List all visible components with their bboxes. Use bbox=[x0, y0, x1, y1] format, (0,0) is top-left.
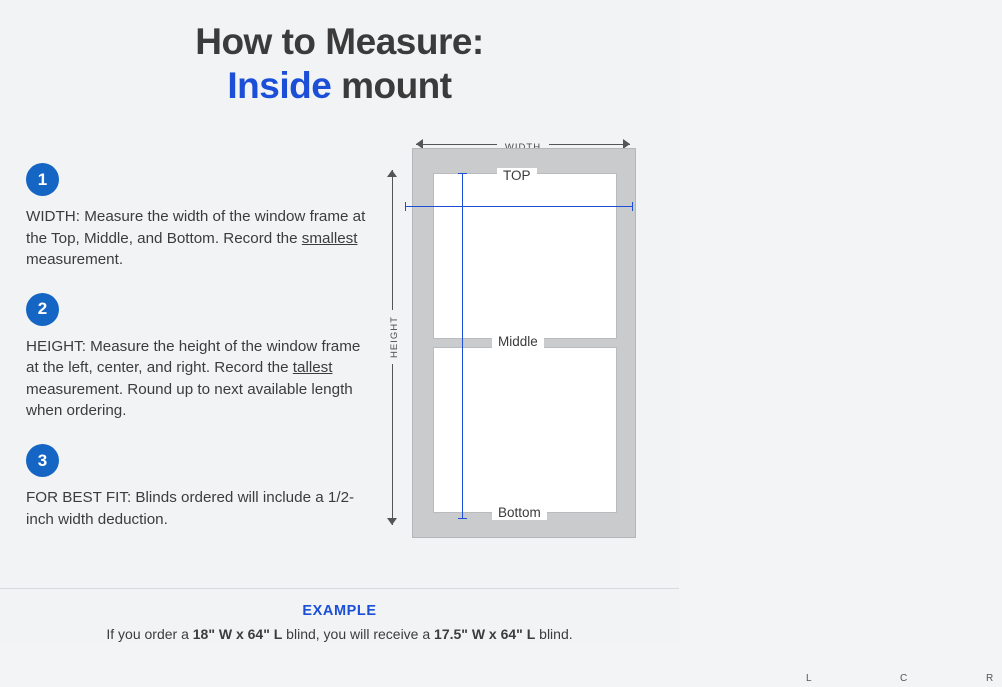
example-title: EXAMPLE bbox=[302, 603, 377, 619]
step-2-text-after: measurement. Round up to next available length when ordering. bbox=[26, 380, 353, 420]
position-letter-center: C bbox=[900, 673, 908, 684]
example-prefix: If you order a bbox=[106, 626, 193, 642]
height-dimension-arrow bbox=[386, 170, 400, 525]
bottom-position-letters bbox=[792, 673, 1002, 687]
step-1-label: WIDTH: bbox=[26, 208, 80, 225]
example-section bbox=[0, 603, 679, 642]
title-line-2 bbox=[0, 63, 679, 109]
width-measurement-line bbox=[405, 206, 633, 207]
example-text bbox=[0, 626, 679, 642]
step-1 bbox=[26, 163, 371, 271]
label-bottom: Bottom bbox=[492, 505, 547, 520]
step-1-emphasis: smallest bbox=[301, 229, 358, 247]
steps-list bbox=[26, 163, 371, 548]
example-suffix: blind. bbox=[535, 626, 573, 642]
height-dimension-label: HEIGHT bbox=[389, 310, 400, 364]
step-3-label: FOR BEST FIT: bbox=[26, 489, 132, 507]
step-1-text-after: measurement. bbox=[26, 251, 124, 269]
example-receive-size: 17.5" W x 64" L bbox=[434, 626, 536, 642]
step-3-text bbox=[26, 487, 371, 530]
title-rest-word: mount bbox=[331, 64, 452, 106]
step-1-text-before: Measure the width of the window frame at the Top, Middle, and Bottom. Record the bbox=[26, 208, 366, 247]
position-letter-left: L bbox=[806, 673, 812, 684]
label-middle: Middle bbox=[492, 334, 544, 349]
page-title bbox=[0, 22, 679, 109]
height-measurement-line bbox=[462, 173, 463, 519]
step-2 bbox=[26, 293, 371, 422]
step-3-text-before: Blinds ordered will include a 1/2-inch width deduction. bbox=[26, 489, 355, 528]
height-dimension-label-wrap bbox=[384, 310, 402, 364]
window-sash-upper bbox=[433, 173, 617, 339]
height-measurement-cap-top bbox=[458, 173, 467, 174]
height-measurement-cap-bottom bbox=[458, 518, 467, 519]
step-2-text-before: Measure the height of the window frame at the left, center, and right. Record the bbox=[26, 337, 361, 377]
height-arrow-head-bottom-icon bbox=[387, 518, 397, 525]
step-3 bbox=[26, 444, 371, 530]
position-letter-right: R bbox=[986, 673, 994, 684]
footer-divider bbox=[0, 588, 679, 589]
width-measurement-cap-right bbox=[632, 202, 633, 211]
step-2-emphasis: tallest bbox=[292, 359, 333, 377]
step-2-text bbox=[26, 336, 371, 422]
height-arrow-head-top-icon bbox=[387, 170, 397, 177]
title-accent-word: Inside bbox=[227, 64, 332, 106]
width-measurement-cap-left bbox=[405, 202, 406, 211]
step-1-text bbox=[26, 206, 371, 271]
step-3-badge: 3 bbox=[26, 444, 59, 477]
step-2-label: HEIGHT: bbox=[26, 337, 86, 355]
title-line-1: How to Measure: bbox=[195, 21, 484, 62]
window-sash-lower bbox=[433, 347, 617, 513]
step-2-badge: 2 bbox=[26, 293, 59, 326]
example-order-size: 18" W x 64" L bbox=[192, 626, 283, 642]
example-middle: blind, you will receive a bbox=[282, 626, 435, 642]
label-top: TOP bbox=[497, 168, 537, 183]
step-1-badge: 1 bbox=[26, 163, 59, 196]
